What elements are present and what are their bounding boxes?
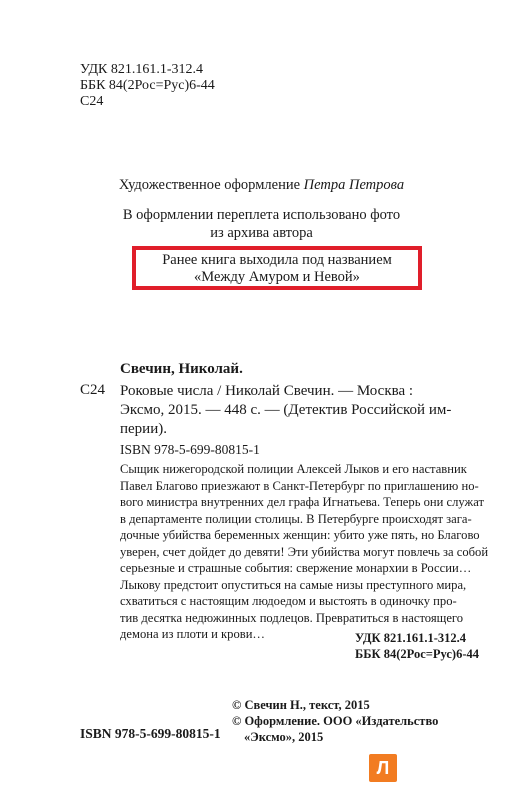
biblio-line: Эксмо, 2015. — 448 с. — (Детектив Российской им- — [120, 402, 452, 418]
author-sign-code: С24 — [80, 94, 104, 109]
classification-block-top — [80, 62, 215, 110]
abstract-line: вого министра внутренних дел графа Игнатьева. Теперь они служат — [120, 495, 484, 509]
abstract-line: уверен, счет дойдет до девяти! Эти убийства могут повлечь за собой — [120, 544, 489, 559]
abstract-line: схватиться с настоящим людоедом и выстоять в одиночку про- — [120, 594, 457, 608]
biblio-line: Роковые числа / Николай Свечин. — Москва : — [120, 383, 414, 399]
publisher-logo-icon — [369, 754, 397, 782]
bbk-code-bottom: ББК 84(2Рос=Рус)6-44 — [355, 647, 479, 661]
biblio-line: перии). — [120, 421, 167, 437]
udk-code-bottom: УДК 821.161.1-312.4 — [355, 631, 466, 645]
previous-title-line-1: Ранее книга выходила под названием — [162, 252, 392, 268]
isbn-bottom: ISBN 978-5-699-80815-1 — [80, 726, 221, 741]
abstract-line: тив десятка недюжинных подлецов. Превратиться в настоящего — [120, 610, 464, 625]
bbk-code: ББК 84(2Рос=Рус)6-44 — [80, 78, 215, 93]
abstract-line: Лыкову предстоит опуститься на самые низы преступного мира, — [120, 577, 467, 592]
copyright-line: «Эксмо», 2015 — [244, 730, 324, 744]
bibliographic-description — [120, 382, 450, 439]
copyright-line: © Свечин Н., текст, 2015 — [232, 698, 370, 712]
photo-credit-line-1: В оформлении переплета использовано фото — [122, 207, 401, 223]
design-credit — [0, 176, 523, 194]
previous-title-note — [132, 252, 422, 286]
copyright-line: © Оформление. ООО «Издательство — [232, 714, 439, 728]
design-artist-name: Петра Петрова — [303, 177, 405, 193]
catalog-isbn: ISBN 978-5-699-80815-1 — [120, 442, 260, 457]
abstract-line: в департаменте полиции столицы. В Петербурге происходят зага- — [120, 511, 472, 526]
abstract-line: Сыщик нижегородской полиции Алексей Лыков и его наставник — [120, 462, 467, 476]
abstract-line: серьезные и страшные события: свержение монархии в России… — [120, 561, 472, 575]
abstract-line: Павел Благово приезжают в Санкт-Петербург по приглашению но- — [120, 478, 479, 493]
catalog-author: Свечин, Николай. — [120, 361, 243, 377]
classification-block-bottom — [355, 630, 479, 662]
logo-letter: Л — [376, 758, 390, 778]
book-abstract — [120, 461, 489, 643]
photo-credit-line-2: из архива автора — [210, 225, 313, 241]
abstract-line: демона из плоти и крови… — [120, 627, 266, 641]
copyright-block — [232, 697, 438, 745]
previous-title-line-2: «Между Амуром и Невой» — [194, 269, 360, 285]
udk-code: УДК 821.161.1-312.4 — [80, 62, 204, 77]
design-credit-label: Художественное оформление — [118, 177, 301, 193]
abstract-line: дочные убийства беременных женщин: убито уже пять, но Благово — [120, 528, 480, 542]
photo-credit — [0, 206, 523, 242]
catalog-code: С24 — [80, 382, 106, 398]
